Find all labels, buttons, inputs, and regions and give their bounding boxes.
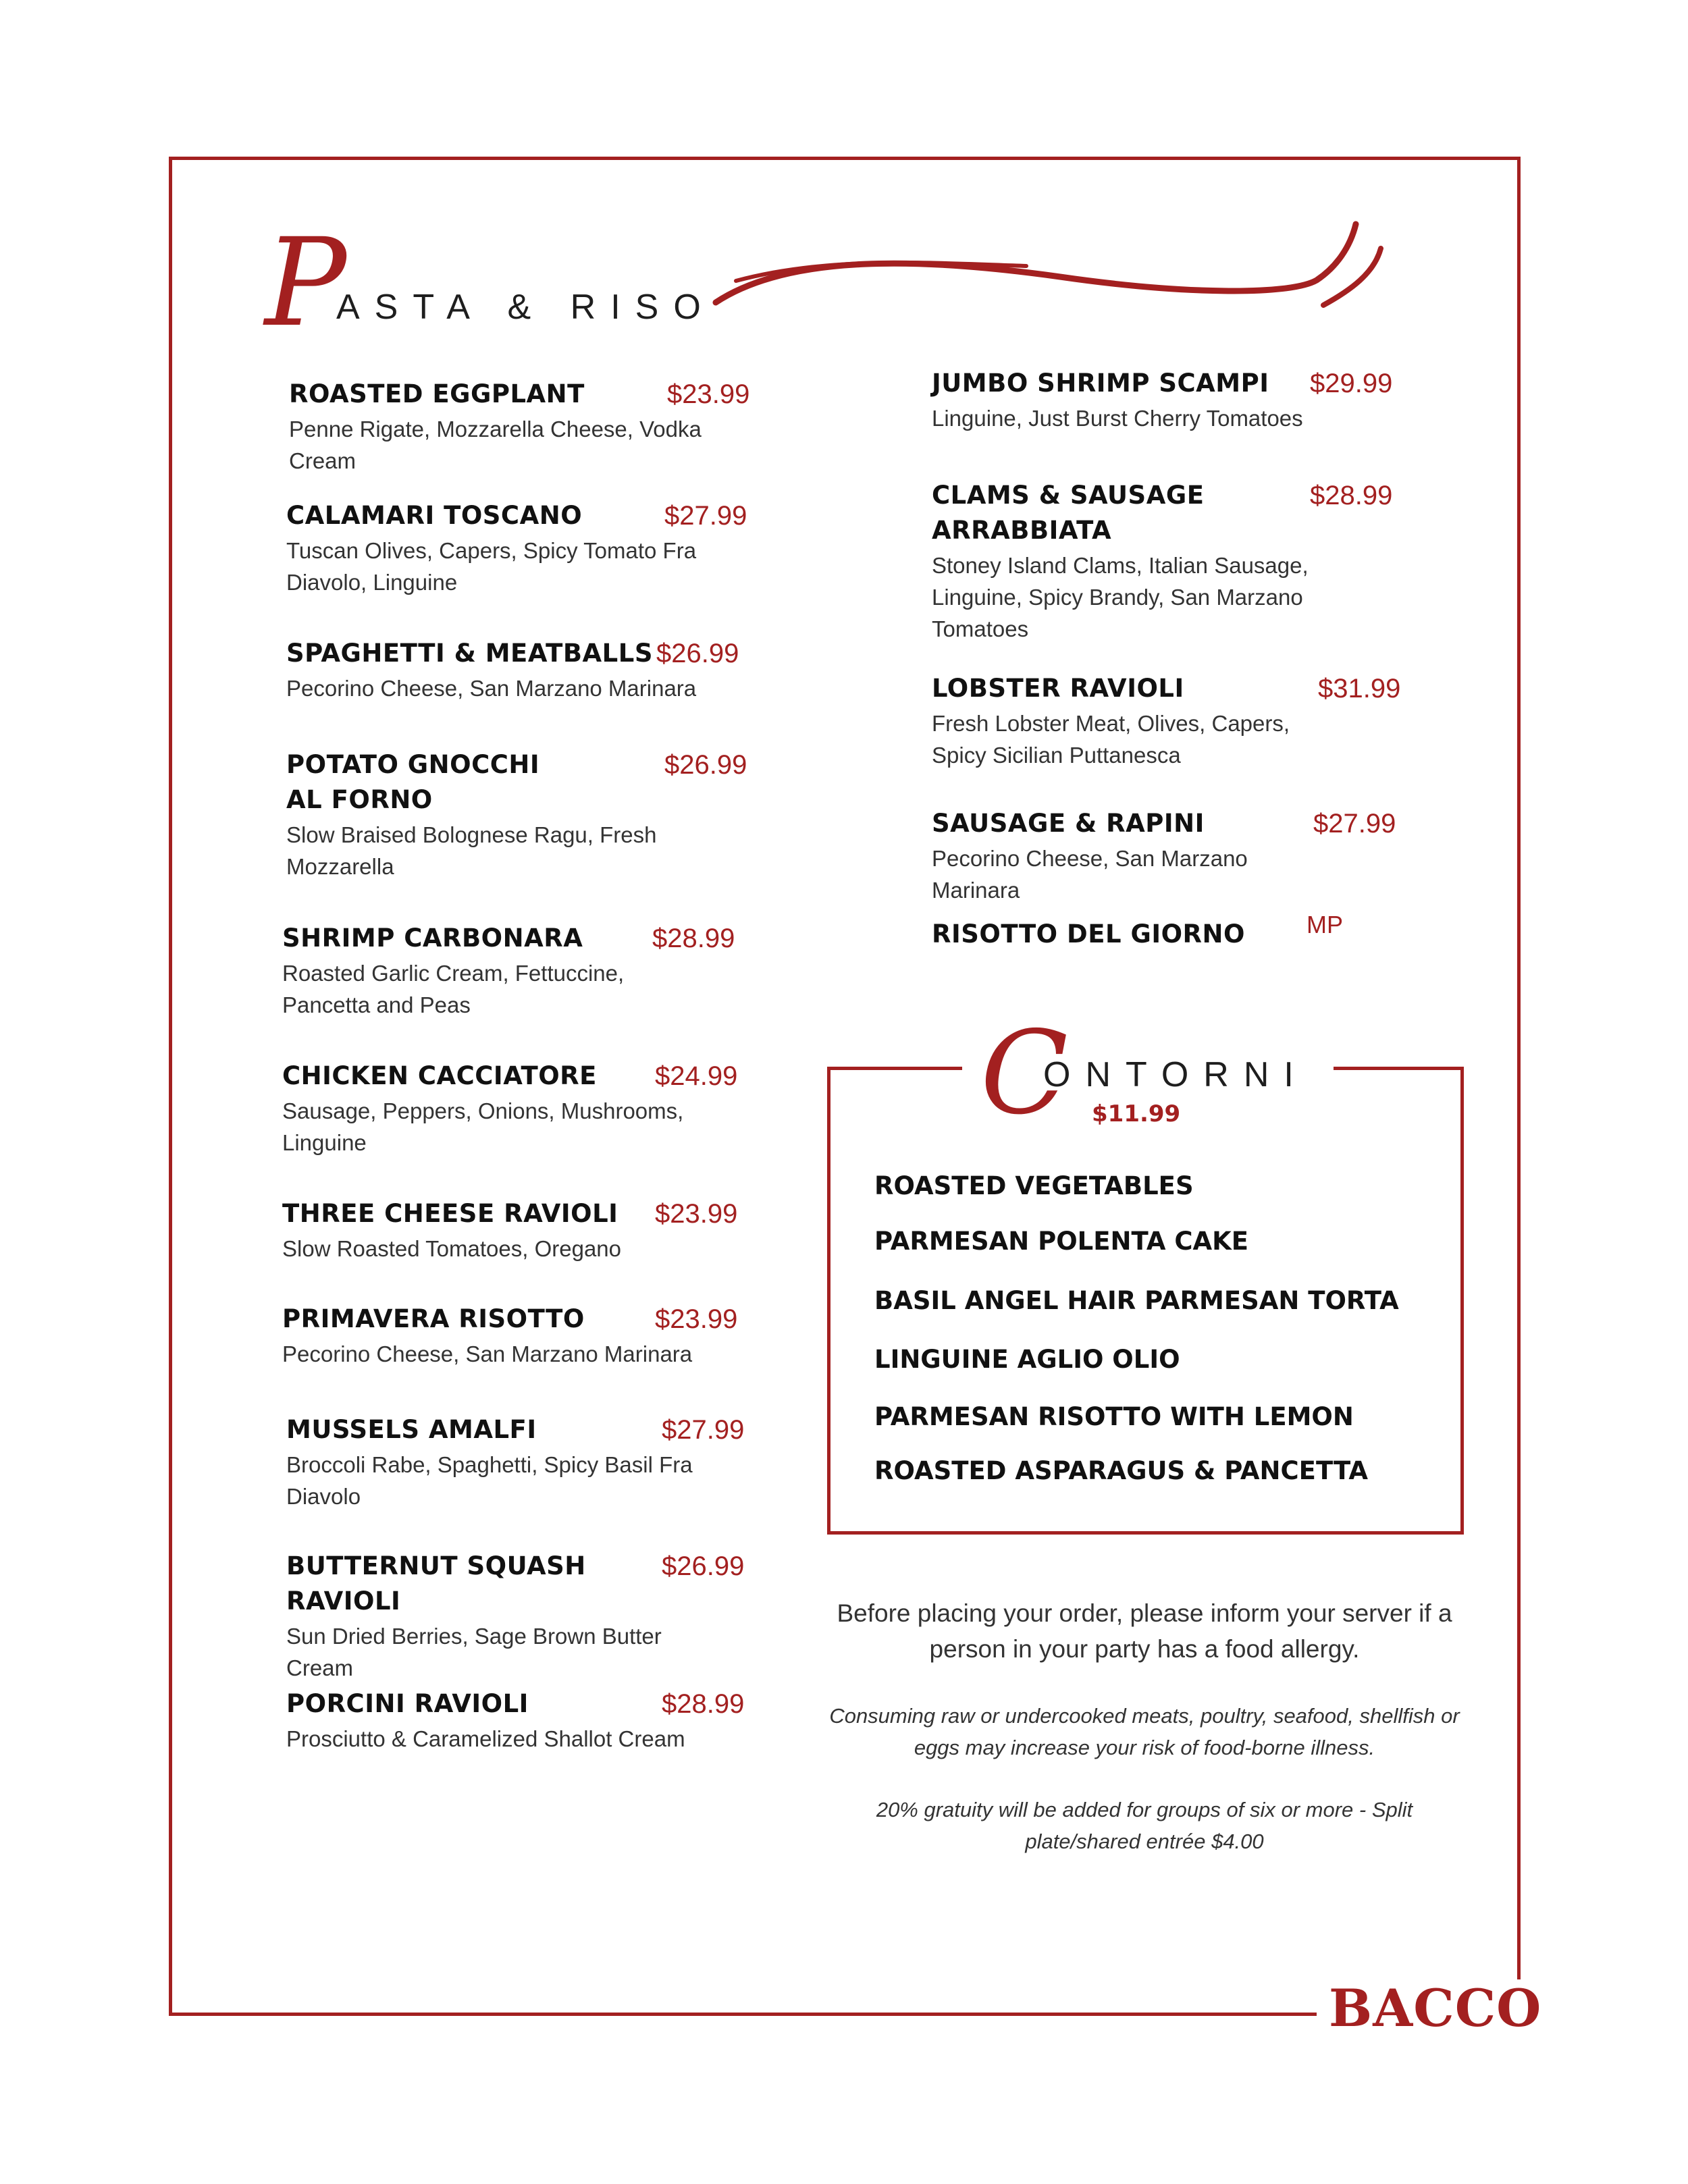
menu-item-description: Penne Rigate, Mozzarella Cheese, Vodka Cream	[289, 417, 702, 473]
contorni-heading-word: ONTORNI	[1043, 1055, 1309, 1094]
menu-item-price: $28.99	[652, 924, 735, 953]
menu-item-name: JUMBO SHRIMP SCAMPI	[932, 369, 1269, 398]
menu-item-name: CLAMS & SAUSAGE ARRABBIATA	[932, 481, 1205, 545]
frame-left	[169, 157, 172, 2016]
contorni-item: ROASTED ASPARAGUS & PANCETTA	[874, 1456, 1369, 1485]
frame-top	[169, 157, 1521, 160]
menu-item-description: Pecorino Cheese, San Marzano Marinara	[932, 846, 1248, 903]
right-menu-item-2	[932, 478, 1393, 645]
contorni-box-top-left	[827, 1067, 962, 1070]
menu-item-name: POTATO GNOCCHI AL FORNO	[286, 750, 540, 814]
menu-item-price: $23.99	[655, 1199, 738, 1229]
menu-item-name: THREE CHEESE RAVIOLI	[282, 1199, 618, 1228]
left-menu-item-9	[286, 1412, 745, 1512]
menu-item-description: Stoney Island Clams, Italian Sausage, Linguine, Spicy Brandy, San Marzano Tomatoes	[932, 553, 1309, 641]
pasta-heading-word: ASTA & RISO	[336, 288, 716, 327]
menu-item-name: SAUSAGE & RAPINI	[932, 809, 1205, 838]
menu-item-name: RISOTTO DEL GIORNO	[932, 920, 1245, 949]
contorni-item: PARMESAN POLENTA CAKE	[874, 1227, 1249, 1256]
left-menu-item-2	[286, 498, 747, 598]
menu-item-name: LOBSTER RAVIOLI	[932, 674, 1184, 703]
right-menu-item-4	[932, 806, 1396, 906]
contorni-item: LINGUINE AGLIO OLIO	[874, 1345, 1180, 1374]
contorni-box-top-right	[1334, 1067, 1464, 1070]
menu-item-description: Pecorino Cheese, San Marzano Marinara	[286, 676, 697, 701]
menu-item-name: BUTTERNUT SQUASH RAVIOLI	[286, 1551, 586, 1616]
menu-item-price: $27.99	[1313, 809, 1396, 838]
right-menu-item-5	[932, 911, 1377, 952]
menu-item-price: $26.99	[664, 750, 747, 780]
menu-item-description: Broccoli Rabe, Spaghetti, Spicy Basil Fra Diavolo	[286, 1452, 693, 1509]
frame-right	[1517, 157, 1521, 1979]
menu-item-price: $31.99	[1318, 674, 1401, 703]
menu-item-description: Slow Roasted Tomatoes, Oregano	[282, 1236, 622, 1261]
pasta-heading-initial: P	[265, 213, 347, 354]
menu-item-description: Tuscan Olives, Capers, Spicy Tomato Fra Diavolo, Linguine	[286, 538, 697, 595]
menu-item-price: $28.99	[662, 1689, 745, 1719]
menu-item-name: SPAGHETTI & MEATBALLS	[286, 639, 653, 668]
menu-item-price: $23.99	[655, 1304, 738, 1334]
left-menu-item-8	[282, 1302, 738, 1370]
left-menu-item-5	[282, 921, 735, 1021]
menu-item-name: CALAMARI TOSCANO	[286, 501, 583, 530]
menu-item-price: $29.99	[1310, 369, 1393, 398]
frame-bottom	[169, 2013, 1317, 2016]
menu-item-name: MUSSELS AMALFI	[286, 1415, 537, 1444]
swoosh-ornament	[709, 216, 1391, 324]
allergy-note: Before placing your order, please inform your server if a person in your party has a food allergy.	[837, 1599, 1452, 1663]
left-menu-item-6	[282, 1059, 738, 1158]
contorni-box-right	[1460, 1067, 1464, 1535]
menu-item-price: $23.99	[667, 379, 750, 409]
menu-item-price: $28.99	[1310, 481, 1393, 510]
left-menu-item-1	[289, 377, 750, 477]
menu-item-description: Linguine, Just Burst Cherry Tomatoes	[932, 406, 1303, 431]
left-menu-item-4	[286, 747, 747, 882]
menu-item-price: MP	[1307, 911, 1343, 938]
gratuity-note: 20% gratuity will be added for groups of six or more - Split plate/shared entrée $4.00	[876, 1798, 1413, 1853]
left-menu-item-7	[282, 1196, 738, 1264]
contorni-box-left	[827, 1067, 830, 1535]
menu-item-price: $26.99	[656, 639, 739, 668]
menu-item-name: CHICKEN CACCIATORE	[282, 1061, 597, 1090]
contorni-item: ROASTED VEGETABLES	[874, 1171, 1194, 1200]
left-menu-item-10	[286, 1549, 745, 1684]
menu-item-name: ROASTED EGGPLANT	[289, 379, 585, 408]
menu-item-description: Prosciutto & Caramelized Shallot Cream	[286, 1726, 685, 1751]
contorni-box-bottom	[827, 1531, 1464, 1535]
left-menu-item-3	[286, 636, 739, 704]
menu-item-price: $24.99	[655, 1061, 738, 1091]
menu-item-description: Fresh Lobster Meat, Olives, Capers, Spicy Sicilian Puttanesca	[932, 711, 1290, 768]
menu-item-price: $27.99	[662, 1415, 745, 1445]
left-menu-item-11	[286, 1686, 745, 1755]
menu-item-description: Slow Braised Bolognese Ragu, Fresh Mozzarella	[286, 822, 657, 879]
menu-item-description: Pecorino Cheese, San Marzano Marinara	[282, 1341, 693, 1366]
menu-item-description: Sausage, Peppers, Onions, Mushrooms, Linguine	[282, 1098, 684, 1155]
right-menu-item-3	[932, 671, 1401, 771]
menu-item-description: Sun Dried Berries, Sage Brown Butter Cream	[286, 1624, 662, 1680]
raw-food-warning: Consuming raw or undercooked meats, poultry, seafood, shellfish or eggs may increase your risk of food-borne illness.	[829, 1704, 1460, 1759]
right-menu-item-1	[932, 366, 1404, 434]
menu-item-price: $26.99	[662, 1551, 745, 1581]
menu-item-name: SHRIMP CARBONARA	[282, 924, 583, 953]
contorni-price: $11.99	[1092, 1100, 1181, 1127]
contorni-item: PARMESAN RISOTTO WITH LEMON	[874, 1402, 1354, 1431]
brand-logo: BACCO	[1329, 1978, 1542, 2038]
menu-item-name: PRIMAVERA RISOTTO	[282, 1304, 585, 1333]
menu-item-price: $27.99	[664, 501, 747, 531]
contorni-heading-initial: C	[980, 1007, 1069, 1140]
menu-item-description: Roasted Garlic Cream, Fettuccine, Pancetta and Peas	[282, 961, 625, 1017]
contorni-item: BASIL ANGEL HAIR PARMESAN TORTA	[874, 1286, 1399, 1315]
menu-item-name: PORCINI RAVIOLI	[286, 1689, 529, 1718]
